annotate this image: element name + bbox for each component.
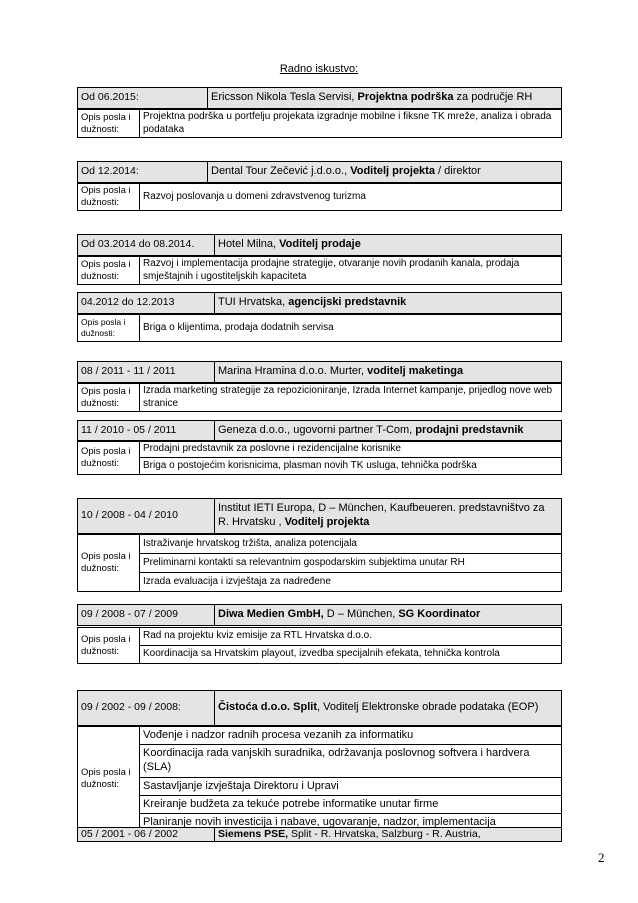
duties-label: Opis posla i dužnosti: [78, 384, 140, 412]
job-duties-ericsson [77, 109, 562, 138]
duty-item: Rad na projektu kviz emisije za RTL Hrvatska d.o.o. [140, 628, 562, 646]
duties-label: Opis posla i dužnosti: [78, 110, 140, 138]
job-block-geneza [77, 420, 562, 442]
duty-item: Izrada evaluacija i izvještaja za nadređene [140, 573, 562, 592]
job-employer: Hotel Milna, Voditelj prodaje [215, 235, 562, 256]
job-period: Od 06.2015: [78, 88, 208, 109]
job-employer: Čistoća d.o.o. Split, Voditelj Elektronske obrade podataka (EOP) [215, 691, 562, 726]
job-block-diwa-medien [77, 604, 562, 626]
job-block-siemens [77, 827, 562, 842]
duty-item: Briga o klijentima, prodaja dodatnih servisa [140, 315, 562, 342]
duty-item: Briga o postojećim korisnicima, plasman novih TK usluga, tehnička podrška [140, 458, 562, 475]
job-period: 05 / 2001 - 06 / 2002 [78, 828, 215, 842]
job-period: Od 03.2014 do 08.2014. [78, 235, 215, 256]
duty-item: Izrada marketing strategije za repozicioniranje, Izrada Internet kampanje, prijedlog nove web stranice [140, 384, 562, 412]
duties-label: Opis posla i dužnosti: [78, 535, 140, 592]
job-period: 09 / 2002 - 09 / 2008: [78, 691, 215, 726]
duties-label: Opis posla i dužnosti: [78, 184, 140, 211]
job-block-ericsson [77, 87, 562, 109]
job-block-marina-hramina [77, 361, 562, 383]
job-block-dental-tour [77, 161, 562, 183]
section-title: Radno iskustvo: [279, 63, 359, 75]
job-employer: Dental Tour Zečević j.d.o.o., Voditelj projekta / direktor [208, 162, 562, 183]
job-period: 04.2012 do 12.2013 [78, 293, 215, 314]
duties-label: Opis posla i dužnosti: [78, 257, 140, 285]
job-employer: Diwa Medien GmbH, D – München, SG Koordinator [215, 605, 562, 626]
job-duties-diwa-medien [77, 627, 562, 664]
duties-label: Opis posla i dužnosti: [78, 727, 140, 832]
job-block-ieti [77, 498, 562, 534]
job-employer: Institut IETI Europa, D – München, Kaufbeueren. predstavništvo za R. Hrvatsku , Voditelj projekta [215, 499, 562, 534]
job-employer: Geneza d.o.o., ugovorni partner T-Com, prodajni predstavnik [215, 421, 562, 442]
job-period: 11 / 2010 - 05 / 2011 [78, 421, 215, 442]
duty-item: Koordinacija rada vanjskih suradnika, održavanja poslovnog softvera i hardvera (SLA) [140, 745, 562, 778]
duty-item: Projektna podrška u portfelju projekata izgradnje mobilne i fiksne TK mreže, analiza i obrada podataka [140, 110, 562, 138]
job-duties-dental-tour [77, 183, 562, 211]
duty-item: Planiranje novih investicija i nabave, ugovaranje, nadzor, implementacija [140, 814, 562, 832]
job-block-tui [77, 292, 562, 314]
job-employer: TUI Hrvatska, agencijski predstavnik [215, 293, 562, 314]
job-duties-tui [77, 314, 562, 342]
duty-item: Razvoj i implementacija prodajne strategije, otvaranje novih prodanih kanala, prodaja smještajnih i ugostiteljskih kapaciteta [140, 257, 562, 285]
duty-item: Kreiranje budžeta za tekuće potrebe informatike unutar firme [140, 796, 562, 814]
duty-item: Istraživanje hrvatskog tržišta, analiza potencijala [140, 535, 562, 554]
job-period: 08 / 2011 - 11 / 2011 [78, 362, 215, 383]
job-period: 09 / 2008 - 07 / 2009 [78, 605, 215, 626]
duty-item: Sastavljanje izvještaja Direktoru i Upravi [140, 778, 562, 796]
job-period: Od 12.2014: [78, 162, 208, 183]
job-employer: Ericsson Nikola Tesla Servisi, Projektna podrška za područje RH [208, 88, 562, 109]
duties-label: Opis posla i dužnosti: [78, 628, 140, 664]
page-number: 2 [598, 850, 605, 865]
job-block-cistoca [77, 690, 562, 726]
duty-item: Razvoj poslovanja u domeni zdravstvenog turizma [140, 184, 562, 211]
job-duties-cistoca [77, 726, 562, 832]
job-period: 10 / 2008 - 04 / 2010 [78, 499, 215, 534]
job-duties-ieti [77, 534, 562, 592]
duty-item: Preliminarni kontakti sa relevantnim gospodarskim subjektima unutar RH [140, 554, 562, 573]
job-duties-geneza [77, 440, 562, 475]
duties-label: Opis posla i dužnosti: [78, 441, 140, 475]
duty-item: Prodajni predstavnik za poslovne i rezidencijalne korisnike [140, 441, 562, 458]
job-block-hotel-milna [77, 234, 562, 256]
job-employer: Siemens PSE, Split - R. Hrvatska, Salzburg - R. Austria, [215, 828, 562, 842]
job-employer: Marina Hramina d.o.o. Murter, voditelj maketinga [215, 362, 562, 383]
job-duties-marina-hramina [77, 383, 562, 412]
duties-label: Opis posla i dužnosti: [78, 315, 140, 342]
job-duties-hotel-milna [77, 256, 562, 285]
duty-item: Vođenje i nadzor radnih procesa vezanih za informatiku [140, 727, 562, 745]
duty-item: Koordinacija sa Hrvatskim playout, izvedba specijalnih efekata, tehnička kontrola [140, 646, 562, 664]
